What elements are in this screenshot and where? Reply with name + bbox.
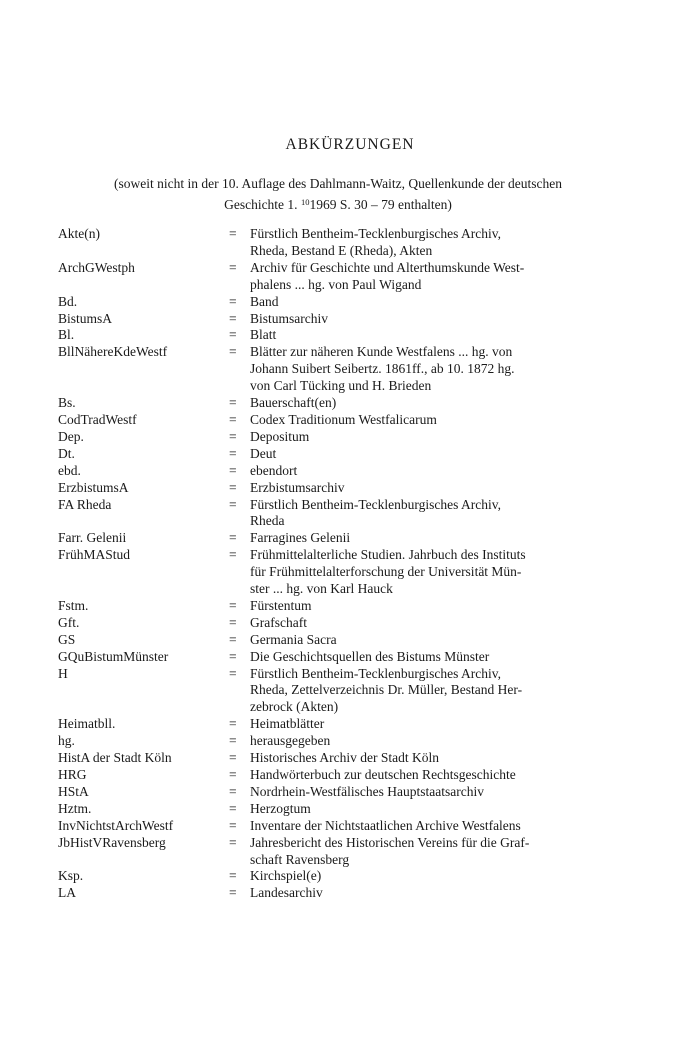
definition-line: Herzogtum	[250, 800, 311, 816]
abbreviation-definition	[250, 750, 570, 767]
abbreviation-definition	[250, 260, 570, 294]
list-item	[58, 260, 570, 294]
equals-sign: =	[229, 496, 237, 512]
abbreviation-term: CodTradWestf	[58, 411, 137, 427]
list-item	[58, 480, 570, 497]
equals-sign: =	[229, 767, 237, 782]
list-item	[58, 497, 570, 531]
abbreviation-definition	[250, 615, 570, 632]
equals-sign: =	[229, 665, 237, 681]
page-subtitle	[58, 175, 618, 214]
subtitle-line-1: (soweit nicht in der 10. Auflage des Dahlmann-Waitz, Quellenkunde der deutschen	[113, 176, 563, 191]
definition-line: Frühmittelalterliche Studien. Jahrbuch des Instituts	[250, 547, 526, 563]
list-item	[58, 547, 570, 598]
abbreviation-term: GS	[58, 631, 76, 647]
list-item	[58, 868, 570, 885]
list-item	[58, 598, 570, 615]
definition-line: Fürstlich Bentheim-Tecklenburgisches Archiv,	[250, 496, 502, 512]
definition-line: Bistumsarchiv	[250, 310, 328, 326]
abbreviation-definition	[250, 835, 570, 869]
list-item	[58, 311, 570, 328]
equals-sign: =	[229, 834, 237, 850]
equals-sign: =	[229, 226, 237, 241]
list-item	[58, 784, 570, 801]
abbreviation-definition	[250, 327, 570, 344]
definition-line: Archiv für Geschichte und Alterthumskunde West-	[250, 259, 525, 275]
definition-line: Handwörterbuch zur deutschen Rechtsgeschichte	[250, 767, 516, 782]
abbreviation-definition	[250, 767, 570, 784]
definition-line: schaft Ravensberg	[250, 851, 350, 867]
abbreviation-definition	[250, 547, 570, 598]
abbreviation-term: Fstm.	[58, 597, 89, 613]
definition-line: Blatt	[250, 327, 277, 343]
abbreviation-term: Dt.	[58, 445, 75, 461]
definition-line: Deut	[250, 445, 277, 461]
list-item	[58, 649, 570, 666]
equals-sign: =	[229, 327, 237, 343]
definition-line: Jahresbericht des Historischen Vereins für die Graf-	[250, 834, 530, 850]
definition-line: Rheda, Bestand E (Rheda), Akten	[250, 242, 433, 258]
equals-sign: =	[229, 479, 237, 495]
definition-line: zebrock (Akten)	[250, 699, 339, 715]
abbreviation-term: InvNichtstArchWestf	[58, 817, 174, 833]
equals-sign: =	[229, 817, 237, 833]
list-item	[58, 446, 570, 463]
abbreviation-definition	[250, 226, 570, 260]
abbreviation-term: BllNähereKdeWestf	[58, 344, 168, 360]
abbreviation-definition	[250, 632, 570, 649]
list-item	[58, 716, 570, 733]
equals-sign: =	[229, 428, 237, 444]
definition-line: Rheda, Zettelverzeichnis Dr. Müller, Bestand Her-	[250, 682, 523, 698]
abbreviation-term: ebd.	[58, 462, 81, 478]
equals-sign: =	[229, 259, 237, 275]
equals-sign: =	[229, 614, 237, 630]
list-item	[58, 395, 570, 412]
abbreviation-definition	[250, 480, 570, 497]
abbreviation-term: Akte(n)	[58, 226, 100, 241]
abbreviation-definition	[250, 294, 570, 311]
abbreviation-term: Farr. Gelenii	[58, 530, 127, 546]
definition-line: Grafschaft	[250, 614, 307, 630]
list-item	[58, 463, 570, 480]
equals-sign: =	[229, 631, 237, 647]
definition-line: Bauerschaft(en)	[250, 395, 337, 411]
abbreviation-term: hg.	[58, 733, 75, 749]
abbreviation-definition	[250, 818, 570, 835]
definition-line: Fürstlich Bentheim-Tecklenburgisches Archiv,	[250, 226, 502, 241]
abbreviation-term: Ksp.	[58, 868, 84, 884]
list-item	[58, 615, 570, 632]
definition-line: herausgegeben	[250, 733, 331, 749]
list-item	[58, 294, 570, 311]
abbreviation-term: ErzbistumsA	[58, 479, 129, 495]
equals-sign: =	[229, 750, 237, 766]
list-item	[58, 226, 570, 260]
list-item	[58, 835, 570, 869]
definition-line: Farragines Gelenii	[250, 530, 351, 546]
definition-line: Die Geschichtsquellen des Bistums Münster	[250, 648, 490, 664]
abbreviation-term: Hztm.	[58, 800, 92, 816]
abbreviation-definition	[250, 598, 570, 615]
definition-line: von Carl Tücking und H. Brieden	[250, 378, 432, 394]
definition-line: Heimatblätter	[250, 716, 325, 732]
definition-line: Fürstlich Bentheim-Tecklenburgisches Archiv,	[250, 665, 502, 681]
abbreviation-term: ArchGWestph	[58, 259, 135, 275]
abbreviation-term: LA	[58, 885, 76, 901]
abbreviation-definition	[250, 311, 570, 328]
definition-line: Johann Suibert Seibertz. 1861ff., ab 10. 1872 hg.	[250, 361, 515, 377]
definition-line: ebendort	[250, 462, 298, 478]
list-item	[58, 530, 570, 547]
definition-line: phalens ... hg. von Paul Wigand	[250, 276, 422, 292]
abbreviation-term: HistA der Stadt Köln	[58, 750, 172, 766]
abbreviation-definition	[250, 344, 570, 395]
definition-line: Band	[250, 293, 279, 309]
abbreviation-term: FrühMAStud	[58, 547, 131, 563]
definition-line: ster ... hg. von Karl Hauck	[250, 581, 393, 597]
abbreviation-definition	[250, 784, 570, 801]
abbreviation-definition	[250, 395, 570, 412]
abbreviation-term: HStA	[58, 783, 89, 799]
abbreviation-term: Bl.	[58, 327, 75, 343]
list-item	[58, 801, 570, 818]
abbreviation-definition	[250, 716, 570, 733]
list-item	[58, 632, 570, 649]
definition-line: Nordrhein-Westfälisches Hauptstaatsarchiv	[250, 783, 484, 799]
list-item	[58, 344, 570, 395]
subtitle-line-2-post: 1969 S. 30 – 79 enthalten)	[309, 197, 452, 212]
subtitle-line-2	[58, 193, 618, 214]
equals-sign: =	[229, 885, 237, 901]
list-item	[58, 767, 570, 784]
equals-sign: =	[229, 310, 237, 326]
definition-line: Rheda	[250, 513, 285, 529]
definition-line: Inventare der Nichtstaatlichen Archive Westfalens	[250, 817, 521, 833]
definition-line: für Frühmittelalterforschung der Universität Mün-	[250, 564, 522, 580]
equals-sign: =	[229, 411, 237, 427]
definition-line: Fürstentum	[250, 597, 312, 613]
abbreviation-term: GQuBistumMünster	[58, 648, 169, 664]
list-item	[58, 818, 570, 835]
list-item	[58, 429, 570, 446]
abbreviation-term: FA Rheda	[58, 496, 112, 512]
equals-sign: =	[229, 800, 237, 816]
equals-sign: =	[229, 344, 237, 360]
abbreviation-definition	[250, 733, 570, 750]
abbreviation-definition	[250, 649, 570, 666]
definition-line: Codex Traditionum Westfalicarum	[250, 411, 437, 427]
equals-sign: =	[229, 530, 237, 546]
abbreviation-term: HRG	[58, 767, 87, 782]
page-title: ABKÜRZUNGEN	[285, 136, 415, 153]
equals-sign: =	[229, 783, 237, 799]
abbreviation-term: JbHistVRavensberg	[58, 834, 166, 850]
subtitle-line-2-pre: Geschichte 1.	[224, 197, 301, 212]
abbreviation-definition	[250, 497, 570, 531]
abbreviation-definition	[250, 666, 570, 717]
equals-sign: =	[229, 648, 237, 664]
abbreviation-definition	[250, 885, 570, 902]
abbreviation-term: Bd.	[58, 293, 78, 309]
abbreviation-definition	[250, 429, 570, 446]
equals-sign: =	[229, 445, 237, 461]
abbreviation-definition	[250, 446, 570, 463]
abbreviation-term: Bs.	[58, 395, 76, 411]
abbreviation-list	[58, 226, 570, 902]
list-item	[58, 750, 570, 767]
equals-sign: =	[229, 733, 237, 749]
equals-sign: =	[229, 462, 237, 478]
definition-line: Landesarchiv	[250, 885, 323, 901]
definition-line: Germania Sacra	[250, 631, 337, 647]
definition-line: Kirchspiel(e)	[250, 868, 322, 884]
equals-sign: =	[229, 395, 237, 411]
abbreviation-term: Gft.	[58, 614, 80, 630]
list-item	[58, 885, 570, 902]
abbreviation-term: H	[58, 665, 68, 681]
equals-sign: =	[229, 716, 237, 732]
equals-sign: =	[229, 868, 237, 884]
definition-line: Erzbistumsarchiv	[250, 479, 345, 495]
definition-line: Historisches Archiv der Stadt Köln	[250, 750, 439, 766]
abbreviation-definition	[250, 412, 570, 429]
abbreviation-definition	[250, 868, 570, 885]
equals-sign: =	[229, 547, 237, 563]
equals-sign: =	[229, 293, 237, 309]
subtitle-edition-superscript: 10	[300, 197, 310, 207]
equals-sign: =	[229, 597, 237, 613]
abbreviation-term: BistumsA	[58, 310, 113, 326]
list-item	[58, 412, 570, 429]
abbreviation-definition	[250, 801, 570, 818]
abbreviation-term: Dep.	[58, 428, 84, 444]
abbreviation-term: Heimatbll.	[58, 716, 116, 732]
list-item	[58, 666, 570, 717]
list-item	[58, 327, 570, 344]
abbreviation-definition	[250, 530, 570, 547]
abbreviation-definition	[250, 463, 570, 480]
list-item	[58, 733, 570, 750]
definition-line: Depositum	[250, 428, 310, 444]
definition-line: Blätter zur näheren Kunde Westfalens ... hg. von	[250, 344, 513, 360]
